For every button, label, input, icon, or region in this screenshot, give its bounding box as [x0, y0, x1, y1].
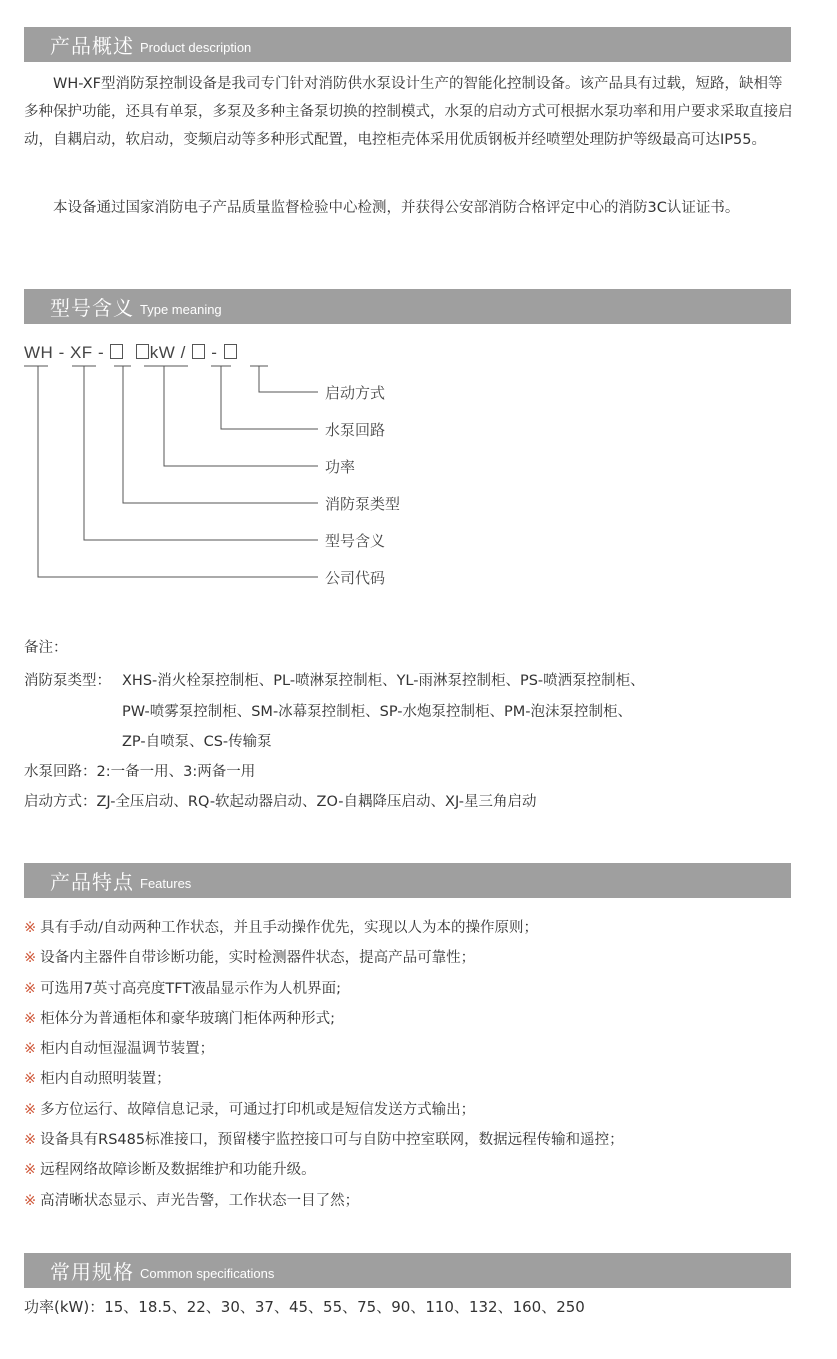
notes-pump-type-line: PW-喷雾泵控制柜、SM-冰幕泵控制柜、SP-水炮泵控制柜、PM-泡沫泵控制柜、: [122, 704, 633, 720]
feature-item: [24, 1004, 814, 1034]
feature-item: [24, 1186, 814, 1216]
notes-pump-circuit: 水泵回路：2:一备一用、3:两备一用: [24, 764, 256, 780]
features-list: [24, 913, 814, 1216]
model-label-power: 功率: [325, 458, 356, 476]
notes-pump-type-line: XHS-消火栓泵控制柜、PL-喷淋泵控制柜、YL-雨淋泵控制柜、PS-喷洒泵控制柜、: [122, 673, 645, 689]
spec-power-list: 功率(kW)：15、18.5、22、30、37、45、55、75、90、110、132、160、250: [24, 1298, 585, 1316]
reference-mark-icon: ※: [24, 1041, 37, 1058]
section-header-features: [24, 863, 791, 898]
reference-mark-icon: ※: [24, 980, 37, 997]
feature-text: 具有手动/自动两种工作状态，并且手动操作优先，实现以人为本的操作原则；: [40, 920, 539, 936]
section-title: 型号含义: [50, 296, 134, 320]
notes-heading: 备注：: [24, 640, 68, 656]
feature-item: [24, 913, 814, 943]
reference-mark-icon: ※: [24, 920, 37, 936]
feature-text: 高清晰状态显示、声光告警，工作状态一目了然；: [40, 1192, 360, 1209]
feature-text: 柜内自动恒湿温调节装置；: [40, 1041, 215, 1058]
feature-text: 柜体分为普通柜体和豪华玻璃门柜体两种形式;: [40, 1010, 336, 1027]
reference-mark-icon: ※: [24, 1071, 37, 1088]
code-slash: /: [180, 343, 186, 362]
reference-mark-icon: ※: [24, 1101, 37, 1118]
section-header-specs: [24, 1253, 791, 1288]
section-subtitle: Product description: [140, 39, 252, 55]
section-subtitle: Type meaning: [140, 301, 222, 317]
reference-mark-icon: ※: [24, 950, 37, 967]
feature-item: [24, 1155, 814, 1185]
code-separator: -: [97, 343, 105, 362]
code-series: XF: [69, 343, 93, 362]
overview-paragraph-1: WH-XF型消防泵控制设备是我司专门针对消防供水泵设计生产的智能化控制设备。该产品具有过载，短路，缺相等多种保护功能，还具有单泵，多泵及多种主备泵切换的控制模式，水泵的启动方式可根据水泵功率和用户要求采取直接启动，自耦启动，软启动，变频启动等多种形式配置，电控柜壳体采用优质钢板并经喷塑处理防护等级最高可达IP55。: [24, 76, 793, 148]
model-label-start-method: 启动方式: [325, 384, 386, 402]
model-label-model-meaning: 型号含义: [325, 532, 386, 550]
overview-paragraph-2: 本设备通过国家消防电子产品质量监督检验中心检测，并获得公安部消防合格评定中心的消防3C认证证书。: [53, 200, 740, 216]
notes-pump-type-label: 消防泵类型：: [24, 673, 111, 689]
feature-text: 可选用7英寸高亮度TFT液晶显示作为人机界面;: [40, 980, 342, 997]
notes-pump-type-line: ZP-自喷泵、CS-传输泵: [122, 734, 272, 750]
section-title: 产品特点: [50, 870, 134, 894]
reference-mark-icon: ※: [24, 1192, 37, 1209]
notes-start-method: 启动方式：ZJ-全压启动、RQ-软起动器启动、ZO-自耦降压启动、XJ-星三角启动: [24, 794, 537, 810]
section-title: 产品概述: [50, 34, 134, 58]
feature-text: 设备内主器件自带诊断功能，实时检测器件状态，提高产品可靠性；: [40, 950, 476, 967]
feature-text: 柜内自动照明装置；: [40, 1071, 171, 1088]
feature-item: [24, 1125, 814, 1155]
section-subtitle: Features: [140, 875, 192, 891]
feature-item: [24, 1034, 814, 1064]
code-company: WH: [24, 343, 54, 362]
reference-mark-icon: ※: [24, 1162, 37, 1179]
section-title: 常用规格: [50, 1260, 134, 1284]
feature-item: [24, 1095, 814, 1125]
feature-item: [24, 943, 814, 973]
section-subtitle: Common specifications: [140, 1265, 275, 1281]
code-separator: -: [211, 343, 218, 362]
feature-text: 设备具有RS485标准接口，预留楼宇监控接口可与自防中控室联网，数据远程传输和遥控；: [40, 1132, 624, 1149]
model-connector-lines: [0, 0, 837, 600]
feature-item: [24, 974, 814, 1004]
model-label-pump-type: 消防泵类型: [325, 495, 401, 513]
code-separator: -: [58, 343, 65, 362]
feature-item: [24, 1064, 814, 1094]
model-label-pump-circuit: 水泵回路: [325, 421, 386, 439]
code-unit: kW: [149, 343, 176, 362]
reference-mark-icon: ※: [24, 1132, 37, 1149]
feature-text: 多方位运行、故障信息记录，可通过打印机或是短信发送方式输出；: [40, 1101, 476, 1118]
reference-mark-icon: ※: [24, 1010, 37, 1027]
feature-text: 远程网络故障诊断及数据维护和功能升级。: [40, 1162, 316, 1179]
model-label-company-code: 公司代码: [325, 569, 386, 587]
